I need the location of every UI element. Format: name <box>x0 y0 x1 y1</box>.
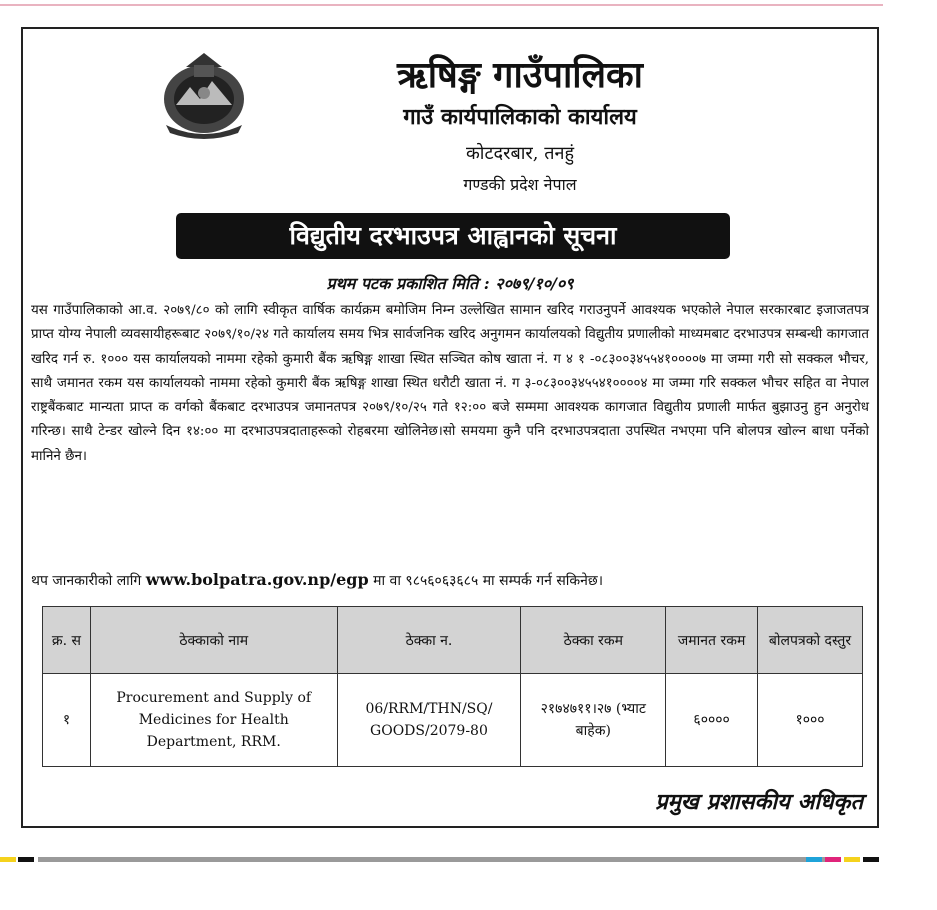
publication-date: २०७९/१०/०९ <box>495 274 574 293</box>
footer-mark-black-right <box>863 857 879 862</box>
notice-title: विद्युतीय दरभाउपत्र आह्वानको सूचना <box>176 213 730 259</box>
footer-mark-yellow <box>0 857 16 862</box>
cell-contract-name: Procurement and Supply of Medicines for Health Department, RRM. <box>90 674 337 767</box>
cell-bid-fee: १००० <box>758 674 863 767</box>
cell-bid-security: ६०००० <box>666 674 758 767</box>
header-contract-number: ठेक्का न. <box>337 607 521 674</box>
notice-frame <box>21 27 879 828</box>
header-serial: क्र. स <box>43 607 91 674</box>
contact-suffix: मा सम्पर्क गर्न सकिनेछ। <box>482 573 604 589</box>
contact-line <box>31 570 871 590</box>
publication-line <box>23 272 877 294</box>
footer-mark-black-left <box>18 857 34 862</box>
office-name: ऋषिङ्ग गाउँपालिका <box>397 54 643 96</box>
header-contract-amount: ठेक्का रकम <box>521 607 666 674</box>
header-contract-name: ठेक्काको नाम <box>90 607 337 674</box>
tender-table <box>42 606 863 767</box>
header-bid-fee: बोलपत्रको दस्तुर <box>758 607 863 674</box>
header-bid-security: जमानत रकम <box>666 607 758 674</box>
footer-mark-cyan <box>806 857 822 862</box>
office-subtitle: गाउँ कार्यपालिकाको कार्यालय <box>403 104 637 130</box>
office-province: गण्डकी प्रदेश नेपाल <box>463 175 577 194</box>
top-divider-line <box>0 4 883 6</box>
cell-contract-amount: २१७४७११।२७ (भ्याट बाहेक) <box>521 674 666 767</box>
footer-mark-yellow-right <box>844 857 860 862</box>
publication-label: प्रथम पटक प्रकाशित मिति : <box>326 274 490 293</box>
contact-middle: मा वा <box>373 573 401 589</box>
website-link[interactable]: www.bolpatra.gov.np/egp <box>145 570 369 589</box>
signature: प्रमुख प्रशासकीय अधिकृत <box>655 789 863 815</box>
contact-prefix: थप जानकारीको लागि <box>31 573 142 589</box>
contact-phone: ९८५६०६३६८५ <box>405 573 479 589</box>
table-row <box>43 674 863 767</box>
notice-body: यस गाउँपालिकाको आ.व. २०७९/८० को लागि स्वीकृत वार्षिक कार्यक्रम बमोजिम निम्न उल्लेखित सामान खरिद गराउनुपर्ने आवश्यक भएकोले नेपाल सरकारबाट इजाजतपत्र प्राप्त योग्य नेपाली व्यवसायीहरूबाट २०७९/१०/२४ गते कार्यालय समय भित्र सार्वजनिक खरिद अनुगमन कार्यालयको विद्युतीय प्रणालीको माध्यमबाट दरभाउपत्र सम्बन्धी कागजात खरिद गर्न रु. १००० यस कार्यालयको नाममा रहेको कुमारी बैंक ऋषिङ्ग शाखा स्थित सञ्चित कोष खाता नं. ग ४ १ -०८३००३४५५४१००००७ मा जम्मा गरी सो सक्कल भौचर, साथै जमानत रकम यस कार्यालयको नाममा रहेको कुमारी बैंक ऋषिङ्ग शाखा स्थित धरौटी खाता नं. ग ३-०८३००३४५५४१००००४ मा जम्मा गरि सक्कल भौचर सहित वा नेपाल राष्ट्रबैंकबाट मान्यता प्राप्त क वर्गको बैंकबाट दरभाउपत्र जमानतपत्र २०७९/१०/२५ गते १२:०० बजे सम्ममा आवश्यक कागजात विद्युतीय प्रणाली मार्फत बुझाउनु हुन अनुरोध गरिन्छ। साथै टेन्डर खोल्ने दिन १४:०० मा दरभाउपत्रदाताहरूको रोहबरमा खोलिनेछ।सो समयमा कुनै पनि दरभाउपत्रदाता उपस्थित नभएमा पनि बोलपत्र खोल्न बाधा पर्नेको मानिने छैन। <box>31 303 869 464</box>
table-header-row <box>43 607 863 674</box>
footer-mark-magenta <box>825 857 841 862</box>
office-location: कोटदरबार, तनहुं <box>465 143 575 164</box>
cell-serial: १ <box>43 674 91 767</box>
footer-bar <box>38 857 833 862</box>
cell-contract-number: 06/RRM/THN/SQ/ GOODS/2079-80 <box>337 674 521 767</box>
